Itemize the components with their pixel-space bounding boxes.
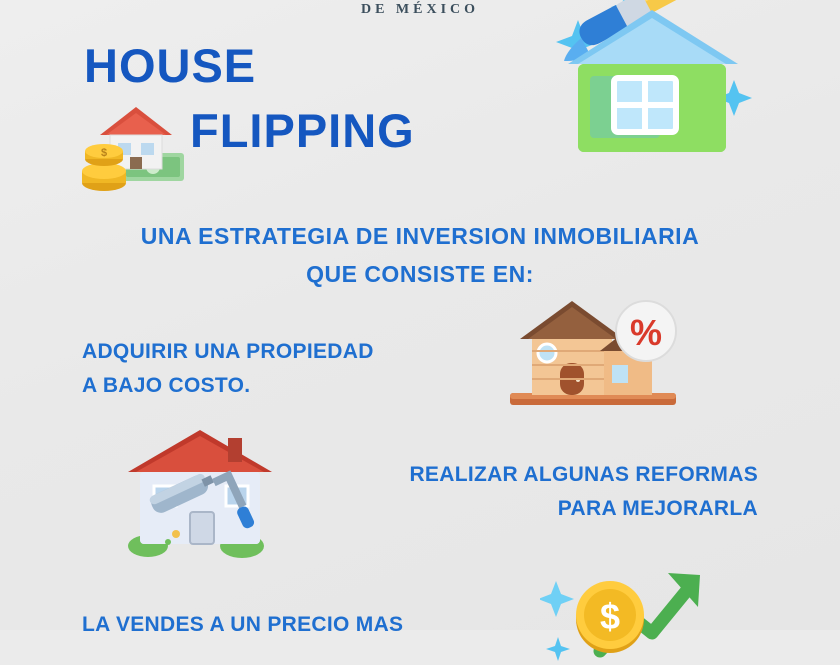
percent-house-icon [500, 285, 700, 425]
step-1-line-1: ADQUIRIR UNA PROPIEDAD [82, 340, 374, 363]
poster-subtitle [0, 218, 840, 294]
step-2-line-2: PARA MEJORARLA [557, 496, 758, 520]
step-2-text [409, 458, 758, 525]
step-1-text [82, 335, 374, 402]
step-3-text [82, 608, 403, 642]
svg-text:$: $ [599, 596, 621, 637]
svg-text:$: $ [100, 147, 108, 159]
paint-brush-house-icon [538, 0, 768, 190]
paint-roller-house-icon [110, 420, 300, 565]
brand-subtitle: DE MÉXICO [360, 2, 480, 17]
step-3-line-1: LA VENDES A UN PRECIO MAS [82, 613, 404, 636]
step-2-line-1: REALIZAR ALGUNAS REFORMAS [409, 463, 758, 486]
subtitle-line-2: QUE CONSISTE EN: [306, 260, 534, 287]
subtitle-line-1: UNA ESTRATEGIA DE INVERSION INMOBILIARIA [140, 223, 700, 249]
title-line-1: HOUSE [84, 39, 257, 92]
title-block [60, 39, 480, 157]
svg-text:%: % [629, 312, 663, 353]
step-1-line-2: A BAJO COSTO. [82, 373, 251, 397]
coin-growth-arrow-icon [540, 555, 720, 665]
title-line-2: FLIPPING [190, 104, 415, 157]
